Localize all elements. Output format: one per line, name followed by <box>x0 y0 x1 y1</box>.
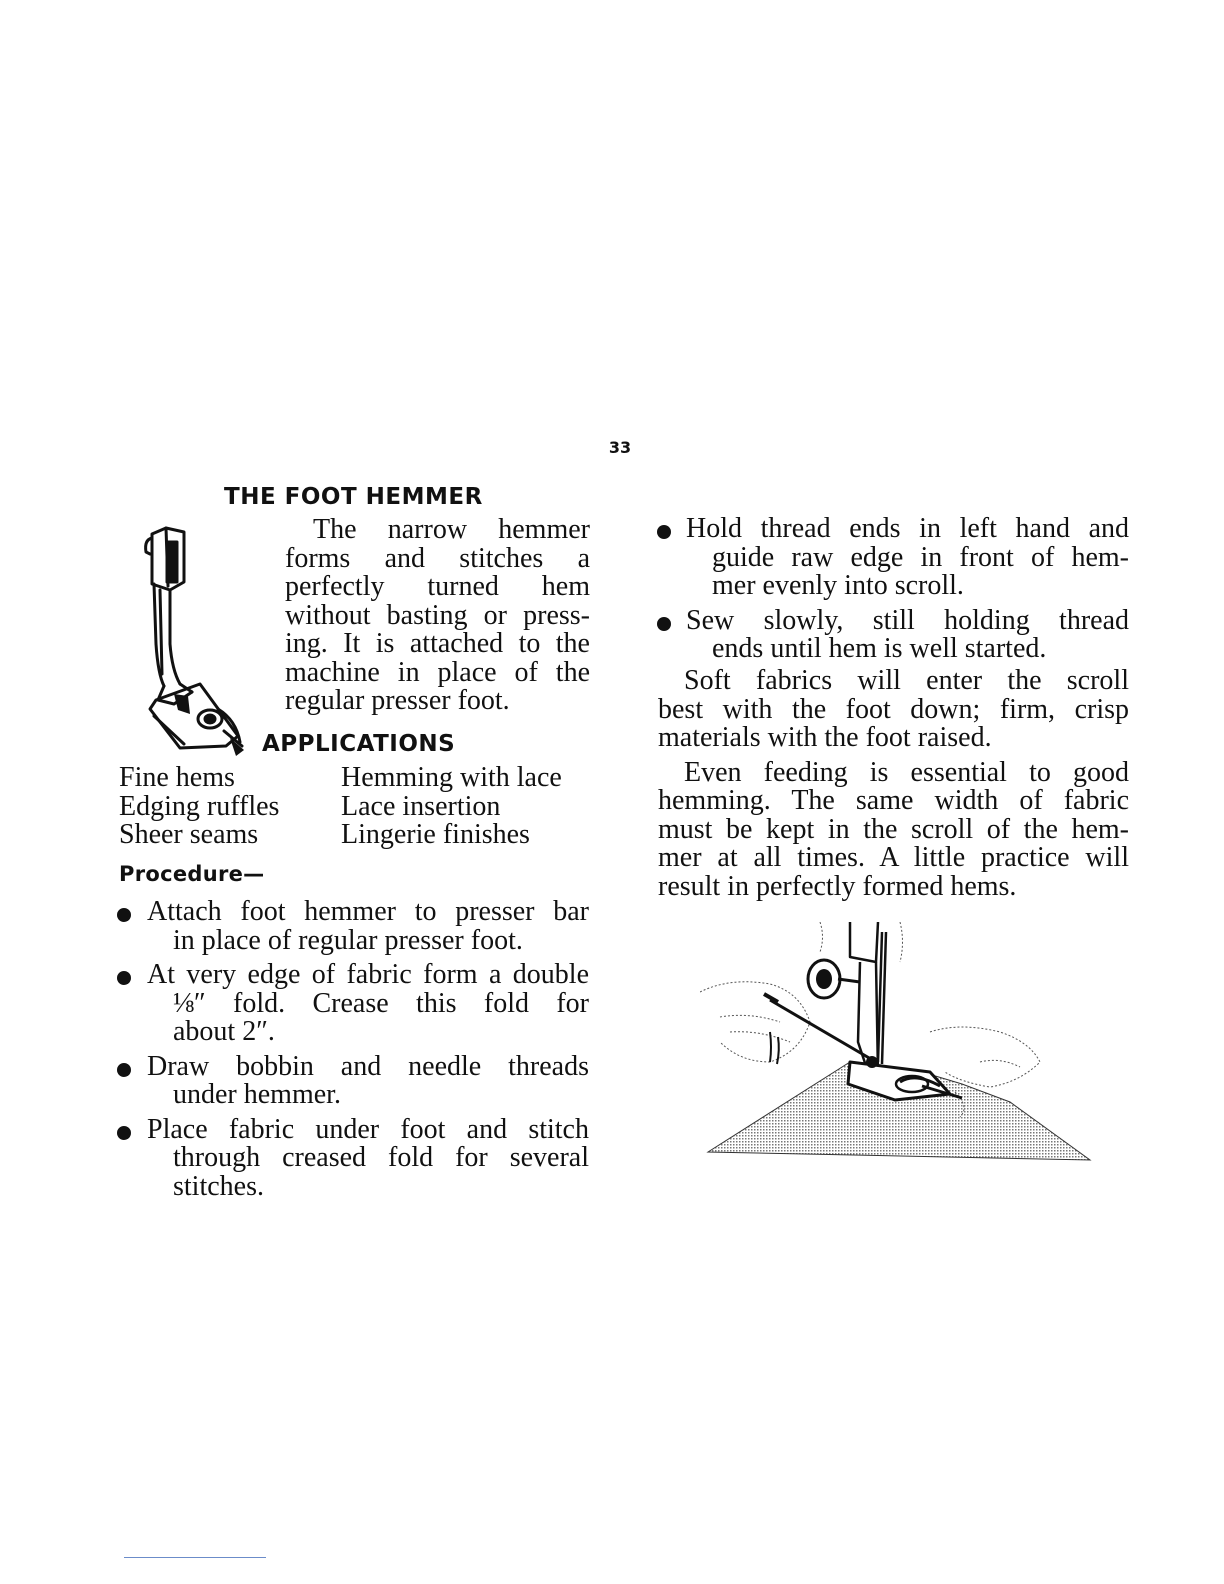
intro-line: regular presser foot. <box>285 685 510 716</box>
application-item: Lingerie finishes <box>341 819 530 850</box>
paragraph-line: hemming. The same width of fabric <box>658 785 1129 816</box>
procedure-step <box>119 961 589 1047</box>
step-line: Attach foot hemmer to presser bar <box>147 896 589 927</box>
step-line: stitches. <box>173 1170 264 1202</box>
paragraph <box>658 756 1129 902</box>
procedure-step <box>119 898 589 955</box>
bullet-icon <box>117 971 131 985</box>
right-paragraphs <box>658 667 1129 907</box>
intro-paragraph <box>285 516 590 716</box>
application-item: Edging ruffles <box>119 790 280 822</box>
step-line: Hold thread ends in left hand and <box>686 513 1129 544</box>
footer-rule <box>124 1557 266 1558</box>
intro-line: forms and stitches a <box>285 542 590 574</box>
application-item: Lace insertion <box>341 790 501 822</box>
intro-line: without basting or press- <box>285 599 590 631</box>
step-line: about 2″. <box>173 1016 275 1047</box>
paragraph-line: must be kept in the scroll of the hem- <box>658 813 1129 845</box>
step-line: through creased fold for several <box>173 1142 589 1173</box>
step-line: guide raw edge in front of hem- <box>712 541 1129 573</box>
procedure-step <box>119 1113 589 1202</box>
step-line: in place of regular presser foot. <box>173 924 523 956</box>
procedure-step <box>659 515 1129 601</box>
right-steps-list <box>659 515 1129 670</box>
applications-row <box>119 764 599 793</box>
step-line: Draw bobbin and needle threads <box>147 1050 589 1082</box>
intro-line: machine in place of the <box>285 656 590 688</box>
application-item: Hemming with lace <box>341 762 562 793</box>
bullet-icon <box>117 1063 131 1077</box>
procedure-list <box>119 898 589 1207</box>
section-title: THE FOOT HEMMER <box>224 484 483 510</box>
procedure-step <box>659 604 1129 664</box>
bullet-icon <box>117 908 131 922</box>
applications-list <box>119 764 599 850</box>
step-line: ⅛″ fold. Crease this fold for <box>173 987 589 1019</box>
paragraph-line: result in perfectly formed hems. <box>658 870 1017 902</box>
intro-line: perfectly turned hem <box>285 571 590 602</box>
step-line: Sew slowly, still holding thread <box>686 604 1129 636</box>
paragraph <box>658 667 1129 753</box>
applications-row <box>119 790 599 822</box>
intro-line: ing. It is attached to the <box>285 628 590 659</box>
paragraph-line: materials with the foot raised. <box>658 722 992 753</box>
application-item: Sheer seams <box>119 819 259 850</box>
foot-hemmer-icon <box>140 524 250 759</box>
applications-row <box>119 821 599 850</box>
paragraph-line: mer at all times. A little practice will <box>658 842 1129 873</box>
applications-heading: APPLICATIONS <box>262 731 456 757</box>
paragraph-line: best with the foot down; firm, crisp <box>658 693 1129 725</box>
step-line: under hemmer. <box>173 1079 341 1110</box>
procedure-step <box>119 1050 589 1110</box>
paragraph-line: Even feeding is essential to good <box>684 756 1129 788</box>
intro-line: The narrow hemmer <box>313 514 590 545</box>
application-item: Fine hems <box>119 762 235 793</box>
procedure-heading: Procedure— <box>119 862 265 886</box>
bullet-icon <box>657 525 671 539</box>
paragraph-line: Soft fabrics will enter the scroll <box>684 665 1129 696</box>
step-line: mer evenly into scroll. <box>712 570 964 601</box>
bullet-icon <box>657 617 671 631</box>
step-line: ends until hem is well started. <box>712 633 1047 664</box>
step-line: Place fabric under foot and stitch <box>147 1113 589 1145</box>
bullet-icon <box>117 1126 131 1140</box>
hemming-illustration-icon <box>700 922 1100 1172</box>
page-number: 33 <box>608 438 632 457</box>
step-line: At very edge of fabric form a double <box>147 959 589 990</box>
